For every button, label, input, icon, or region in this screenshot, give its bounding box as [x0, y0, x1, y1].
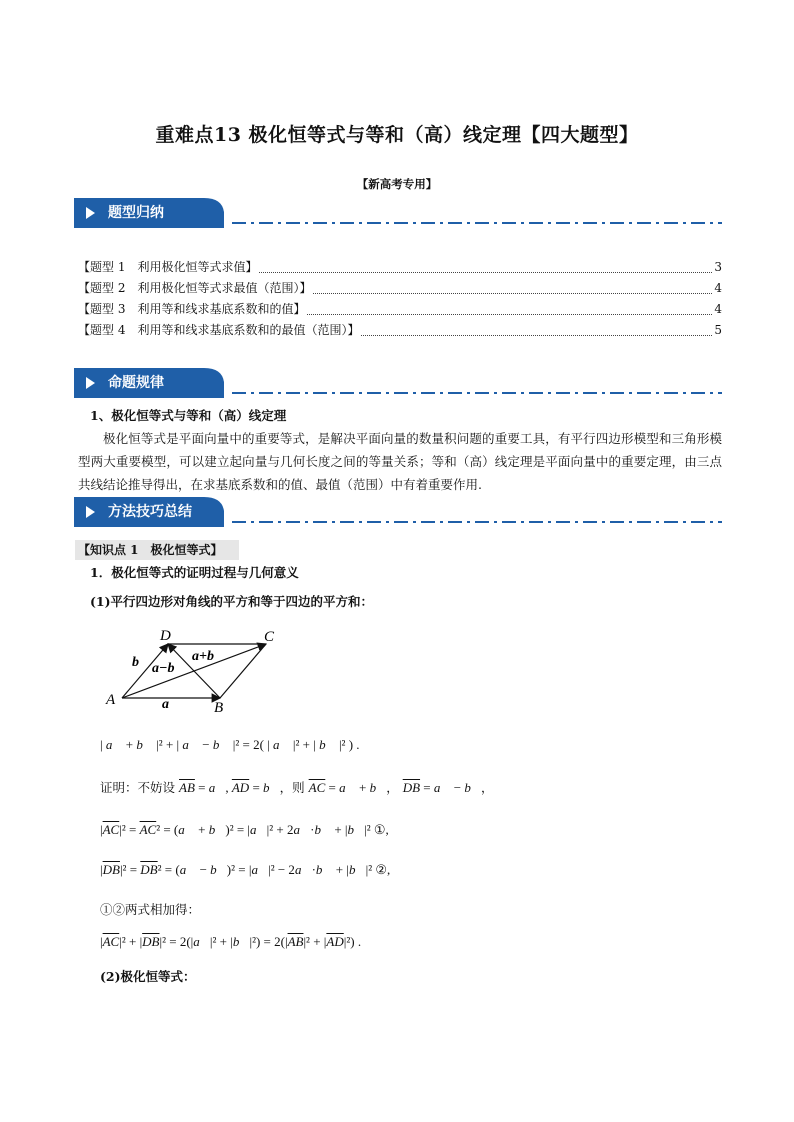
- vertex-c: C: [264, 629, 275, 645]
- label-a: a: [162, 697, 169, 712]
- vertex-a: A: [106, 692, 116, 708]
- vertex-b: B: [214, 700, 224, 716]
- parallelogram-figure: [100, 622, 300, 717]
- section-banner-rules: [74, 368, 722, 398]
- toc-item[interactable]: 【题型 1 利用极化恒等式求值】 3: [78, 260, 722, 274]
- section-title: 题型归纳: [108, 205, 164, 221]
- banner-graphic: [74, 198, 722, 228]
- label-a-minus-b: a−b: [152, 661, 175, 676]
- kp-subheading-2: (2)极化恒等式：: [100, 969, 196, 984]
- toc-item[interactable]: 【题型 4 利用等和线求基底系数和的最值（范围）】 5: [78, 323, 722, 337]
- page-title: 重难点13 极化恒等式与等和（高）线定理【四大题型】: [155, 124, 639, 146]
- section-title: 命题规律: [108, 375, 164, 391]
- toc-item[interactable]: 【题型 3 利用等和线求基底系数和的值】 4: [78, 302, 722, 316]
- page-subtitle: 【新高考专用】: [356, 177, 438, 191]
- section-banner-methods: [74, 497, 722, 527]
- banner-graphic: [74, 368, 722, 398]
- formula-sum: $|\overline{AC}|^2 + |\overline{DB}|^2$ = 2(|a⃗|² + |b⃗|²) = $2(|\overline{AB}|^2 + |\overline{AD}|^2)$ .: [100, 934, 362, 949]
- section-title: 方法技巧总结: [108, 504, 192, 520]
- kp-subheading-1: (1)平行四边形对角线的平方和等于四边的平方和：: [90, 594, 374, 609]
- formula-parallelogram: | a⃗ + b⃗ |² + | a⃗ − b⃗ |² = 2( | a⃗ |² + | b⃗ |² ) .: [100, 737, 360, 752]
- label-a-plus-b: a+b: [192, 649, 214, 664]
- label-b: b: [132, 655, 139, 670]
- knowledge-point-label: 【知识点 1 极化恒等式】: [75, 540, 239, 560]
- formula-eq2: $|\overline{DB}|^2 = \overline{DB}^2$ = (a⃗ − b⃗)² = |a⃗|² − 2a⃗·b⃗ + |b⃗|² ②,: [100, 862, 391, 877]
- vertex-d: D: [160, 628, 171, 644]
- kp-item-heading: 1．极化恒等式的证明过程与几何意义: [90, 565, 299, 580]
- toc-item[interactable]: 【题型 2 利用极化恒等式求最值（范围）】 4: [78, 281, 722, 295]
- rule-paragraph: 极化恒等式是平面向量中的重要等式，是解决平面向量的数量积问题的重要工具，有平行四边形模型和三角形模型两大重要模型，可以建立起向量与几何长度之间的等量关系；等和（高）线定理是平面向量中的重要定理，由三点共线结论推导得出，在求基底系数和的值、最值（范围）中有着重要作用.: [78, 431, 722, 492]
- table-of-contents: [78, 257, 722, 341]
- section-banner-types: [74, 198, 722, 228]
- rule-heading: 1、极化恒等式与等和（高）线定理: [90, 408, 287, 423]
- sum-text: ①②两式相加得：: [100, 902, 201, 917]
- formula-eq1: $|\overline{AC}|^2 = \overline{AC}^2$ = (a⃗ + b⃗)² = |a⃗|² + 2a⃗·b⃗ + |b⃗|² ①,: [100, 822, 389, 837]
- proof-line: 证明：不妨设 $\overline{AB}$ = a⃗, $\overline{AD}$ = b⃗，则 $\overline{AC}$ = a⃗ + b⃗， $\overline{DB}$ = a⃗ − b⃗，: [100, 780, 494, 795]
